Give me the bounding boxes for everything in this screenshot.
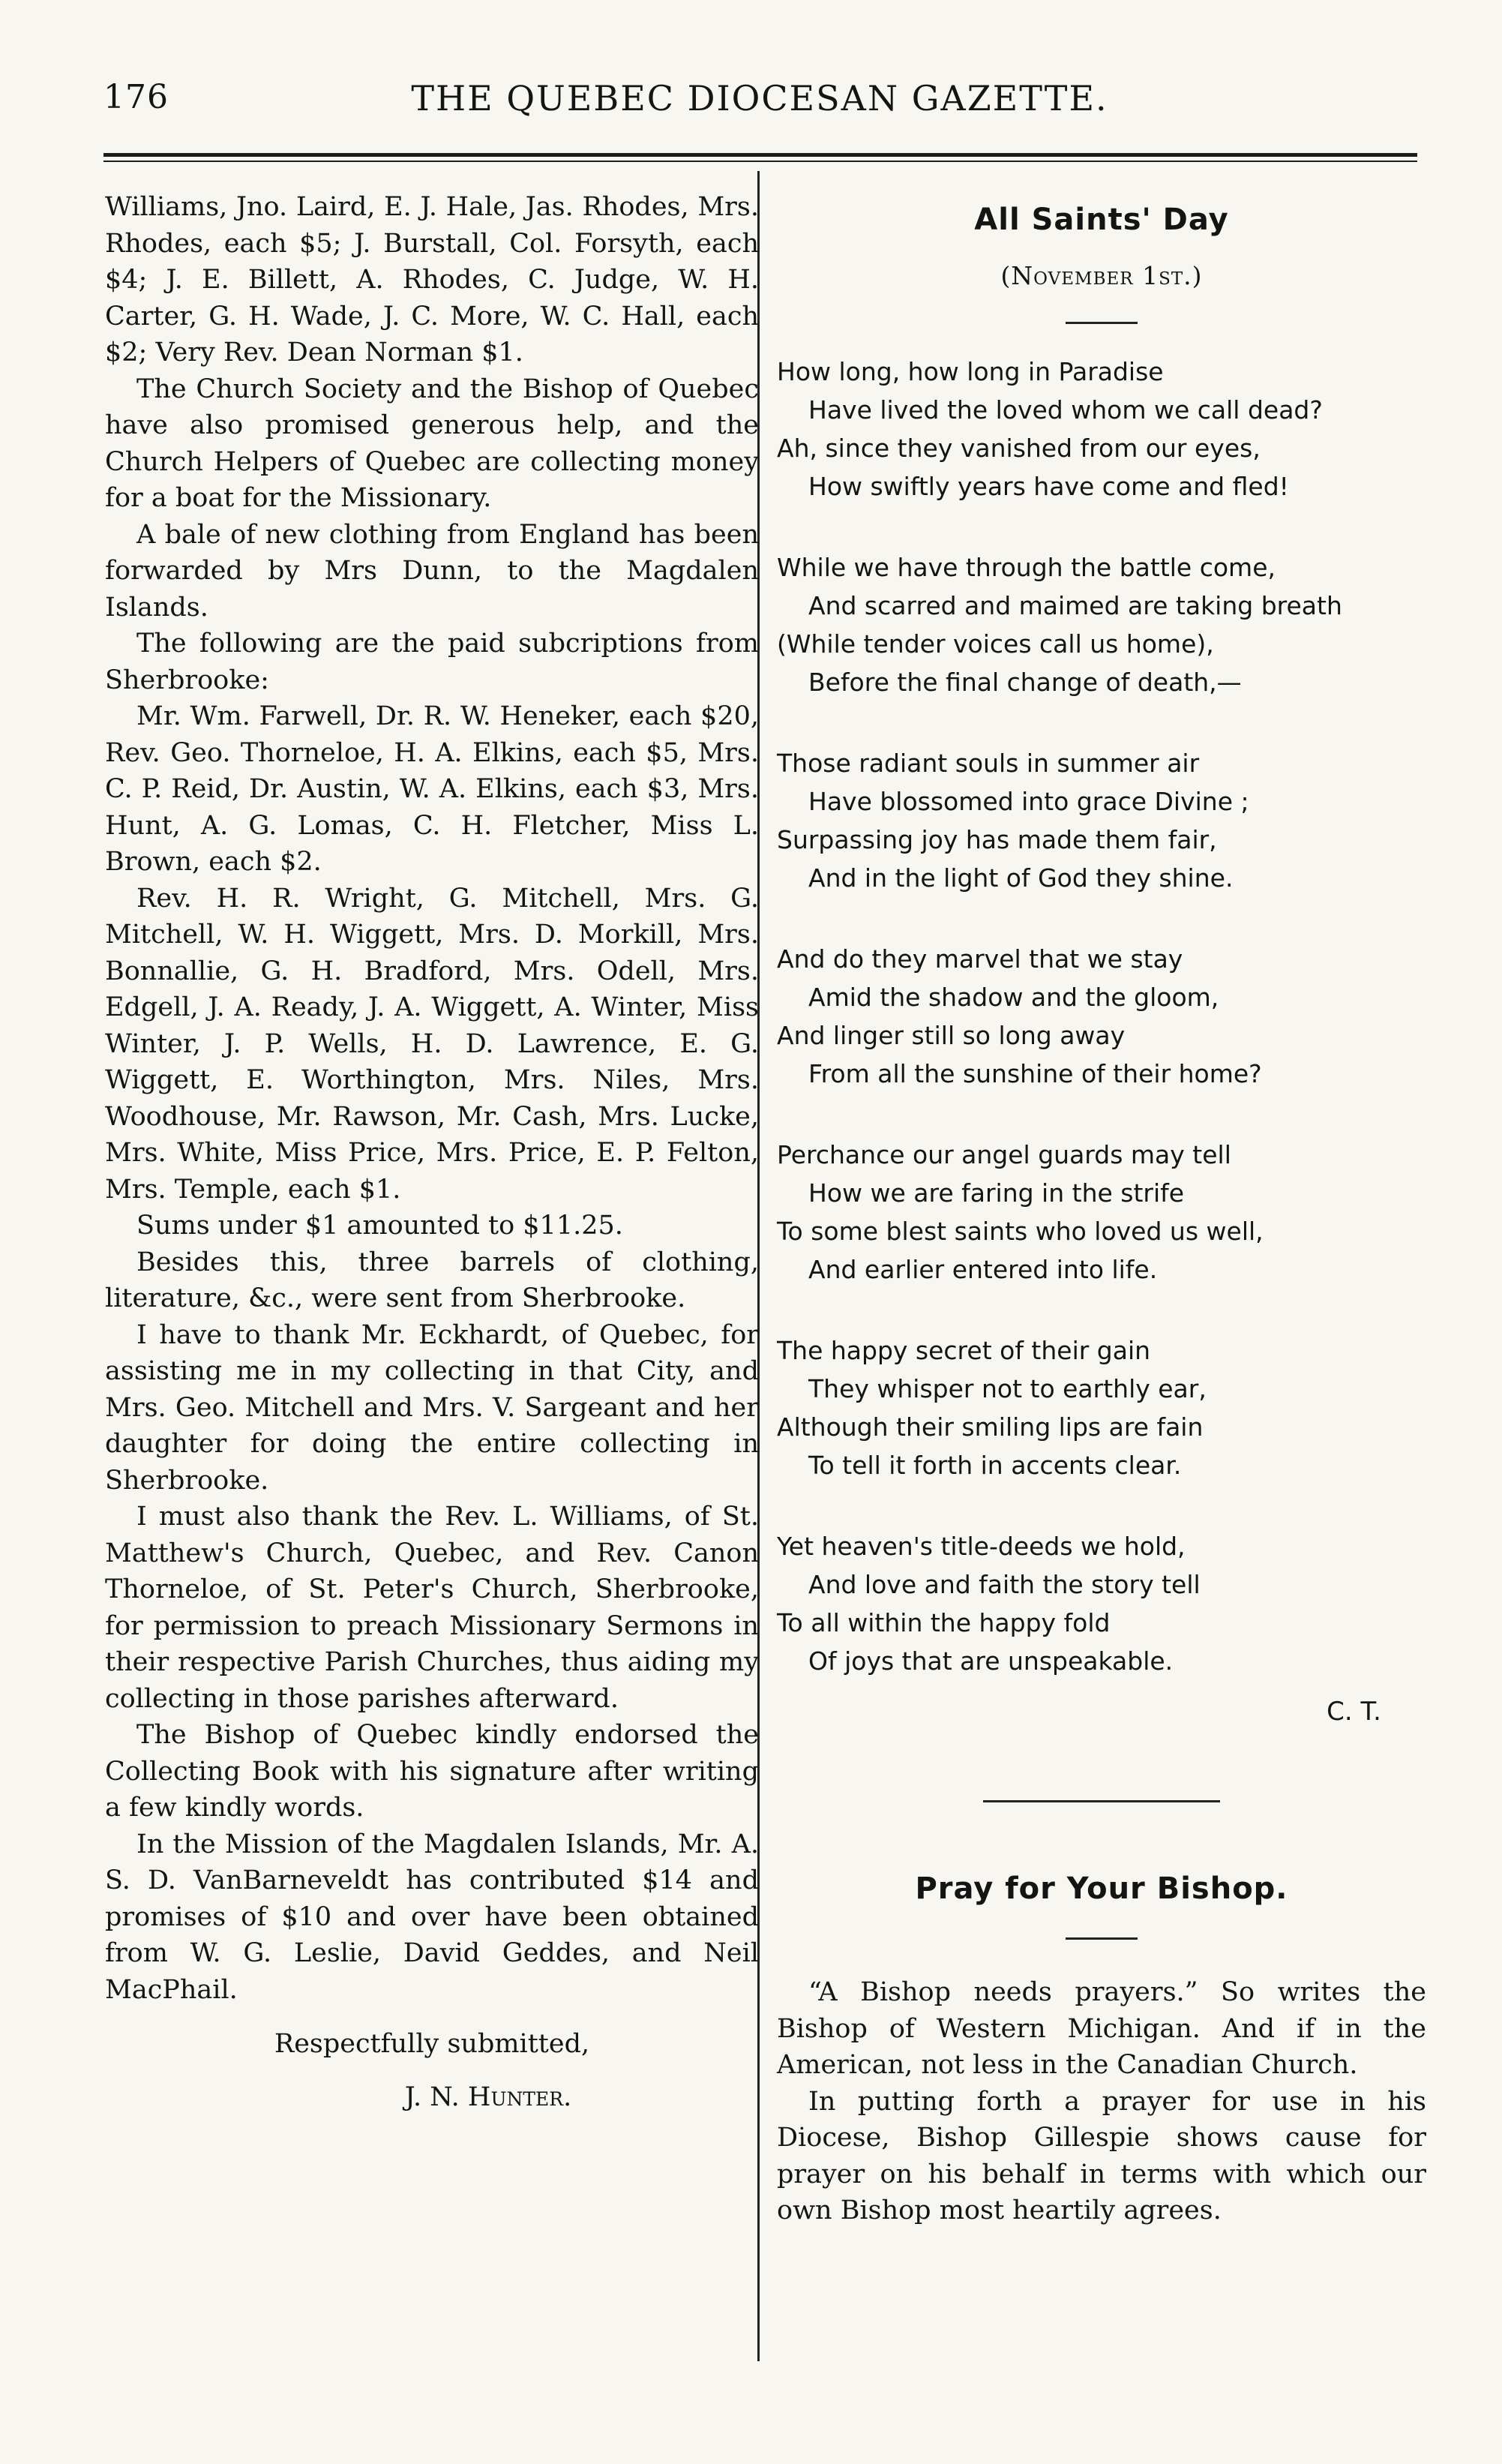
paragraph: The following are the paid subcriptions from Sherbrooke: — [105, 629, 759, 695]
poem-line: While we have through the battle come, — [777, 553, 1276, 582]
paragraph: “A Bishop needs prayers.” So writes the Bishop of Western Michigan. And if in the American, not less in the Canadian Church. — [777, 1977, 1426, 2080]
poem-line: Of joys that are unspeakable. — [808, 1646, 1174, 1676]
article-body — [777, 1974, 1426, 2229]
closing-line: Respectfully submitted, — [274, 2029, 590, 2059]
poem-line: Those radiant souls in summer air — [777, 749, 1200, 778]
page-header — [103, 78, 1416, 138]
paragraph: Besides this, three barrels of clothing, literature, &c., were sent from Sherbrooke. — [105, 1247, 759, 1313]
paragraph: Mr. Wm. Farwell, Dr. R. W. Heneker, each $20, Rev. Geo. Thorneloe, H. A. Elkins, each $5, Mrs. C. P. Reid, Dr. Austin, W. A. Elkins, each $3, Mrs. Hunt, A. G. Lomas, C. H. Fletcher, Miss L. Brown, each $2. — [105, 701, 759, 877]
poem-subtitle: (November 1st.) — [1000, 261, 1203, 290]
poem-line: How we are faring in the strife — [808, 1178, 1185, 1208]
poem-line: Amid the shadow and the gloom, — [808, 983, 1219, 1012]
poem-line: Surpassing joy has made them fair, — [777, 825, 1217, 854]
poem-line: How long, how long in Paradise — [777, 357, 1164, 386]
signature: J. N. Hunter. — [404, 2081, 572, 2112]
poem-line: The happy secret of their gain — [777, 1336, 1151, 1365]
short-rule — [1066, 322, 1138, 324]
paragraph: A bale of new clothing from England has been forwarded by Mrs Dunn, to the Magdalen Islands. — [105, 519, 759, 623]
stanza — [777, 1527, 1426, 1680]
poem-author: C. T. — [1327, 1697, 1381, 1727]
poem-line: To some blest saints who loved us well, — [777, 1217, 1264, 1246]
paragraph: The Church Society and the Bishop of Quebec have also promised generous help, and the Church Helpers of Quebec are collecting money for a boat for the Missionary. — [105, 374, 759, 513]
paragraph: Rev. H. R. Wright, G. Mitchell, Mrs. G. Mitchell, W. H. Wiggett, Mrs. D. Morkill, Mrs. Bonnallie, G. H. Bradford, Mrs. Odell, Mrs. Edgell, J. A. Ready, J. A. Wiggett, A. Winter, Miss Winter, J. P. Wells, H. D. Lawrence, E. G. Wiggett, E. Worthington, Mrs. Niles, Mrs. Woodhouse, Mr. Rawson, Mr. Cash, Mrs. Lucke, Mrs. White, Miss Price, Mrs. Price, E. P. Felton, Mrs. Temple, each $1. — [105, 883, 759, 1205]
stanza — [777, 1331, 1426, 1484]
article-title: Pray for Your Bishop. — [915, 1871, 1288, 1906]
poem-line: To all within the happy fold — [777, 1608, 1111, 1637]
paragraph: In putting forth a prayer for use in his Diocese, Bishop Gillespie shows cause for prayer on his behalf in terms with which our own Bishop most heartily agrees. — [777, 2086, 1426, 2225]
header-rule — [103, 153, 1417, 157]
poem-line: And love and faith the story tell — [808, 1570, 1201, 1599]
poem-line: And earlier entered into life. — [808, 1255, 1158, 1284]
poem-line: From all the sunshine of their home? — [808, 1059, 1262, 1088]
poem-line: And scarred and maimed are taking breath — [808, 591, 1342, 620]
stanza — [777, 940, 1426, 1093]
paragraph: Williams, Jno. Laird, E. J. Hale, Jas. Rhodes, Mrs. Rhodes, each $5; J. Burstall, Col. Forsyth, each $4; J. E. Billett, A. Rhodes, C. Judge, W. H. Carter, G. H. Wade, J. C. More, W. C. Hall, each $2; Very Rev. Dean Norman $1. — [105, 192, 759, 368]
poem-line: To tell it forth in accents clear. — [808, 1451, 1182, 1480]
left-column — [105, 189, 759, 2115]
poem-line: Yet heaven's title-deeds we hold, — [777, 1532, 1186, 1561]
paragraph: I have to thank Mr. Eckhardt, of Quebec, for assisting me in my collecting in that City, and Mrs. Geo. Mitchell and Mrs. V. Sargeant and her daughter for doing the entire collecting in Sherbrooke. — [105, 1319, 759, 1496]
paragraph: Sums under $1 amounted to $11.25. — [136, 1211, 623, 1241]
poem-line: How swiftly years have come and fled! — [808, 472, 1289, 501]
poem-line: (While tender voices call us home), — [777, 629, 1214, 659]
poem-line: Perchance our angel guards may tell — [777, 1140, 1231, 1169]
poem-line: And do they marvel that we stay — [777, 944, 1183, 974]
paragraph: I must also thank the Rev. L. Williams, of St. Matthew's Church, Quebec, and Rev. Canon Thorneloe, of St. Peter's Church, Sherbrooke, for permission to preach Missionary Sermons in their respective Parish Churches, thus aiding my collecting in those parishes afterward. — [105, 1502, 759, 1714]
poem — [777, 353, 1426, 1731]
stanza — [777, 353, 1426, 506]
right-column — [777, 192, 1426, 2229]
poem-line: Although their smiling lips are fain — [777, 1412, 1204, 1442]
poem-title: All Saints' Day — [974, 203, 1229, 237]
running-head: THE QUEBEC DIOCESAN GAZETTE. — [411, 78, 1108, 119]
stanza — [777, 548, 1426, 701]
poem-line: And in the light of God they shine. — [808, 863, 1234, 893]
poem-line: And linger still so long away — [777, 1021, 1126, 1050]
stanza — [777, 744, 1426, 897]
stanza — [777, 1136, 1426, 1289]
page-number: 176 — [103, 78, 169, 116]
poem-line: Ah, since they vanished from our eyes, — [777, 434, 1261, 463]
poem-line: Have lived the loved whom we call dead? — [808, 395, 1323, 425]
poem-line: Have blossomed into grace Divine ; — [808, 787, 1249, 816]
section-rule — [983, 1800, 1220, 1802]
poem-line: Before the final change of death,— — [808, 668, 1242, 697]
paragraph: The Bishop of Quebec kindly endorsed the Collecting Book with his signature after writing a few kindly words. — [105, 1720, 759, 1823]
header-rule-thin — [103, 161, 1417, 162]
poem-line: They whisper not to earthly ear, — [808, 1374, 1207, 1403]
short-rule — [1066, 1937, 1138, 1940]
paragraph: In the Mission of the Magdalen Islands, Mr. A. S. D. VanBarneveldt has contributed $14 and promises of $10 and over have been obtained from W. G. Leslie, David Geddes, and Neil MacPhail. — [105, 1829, 759, 2005]
